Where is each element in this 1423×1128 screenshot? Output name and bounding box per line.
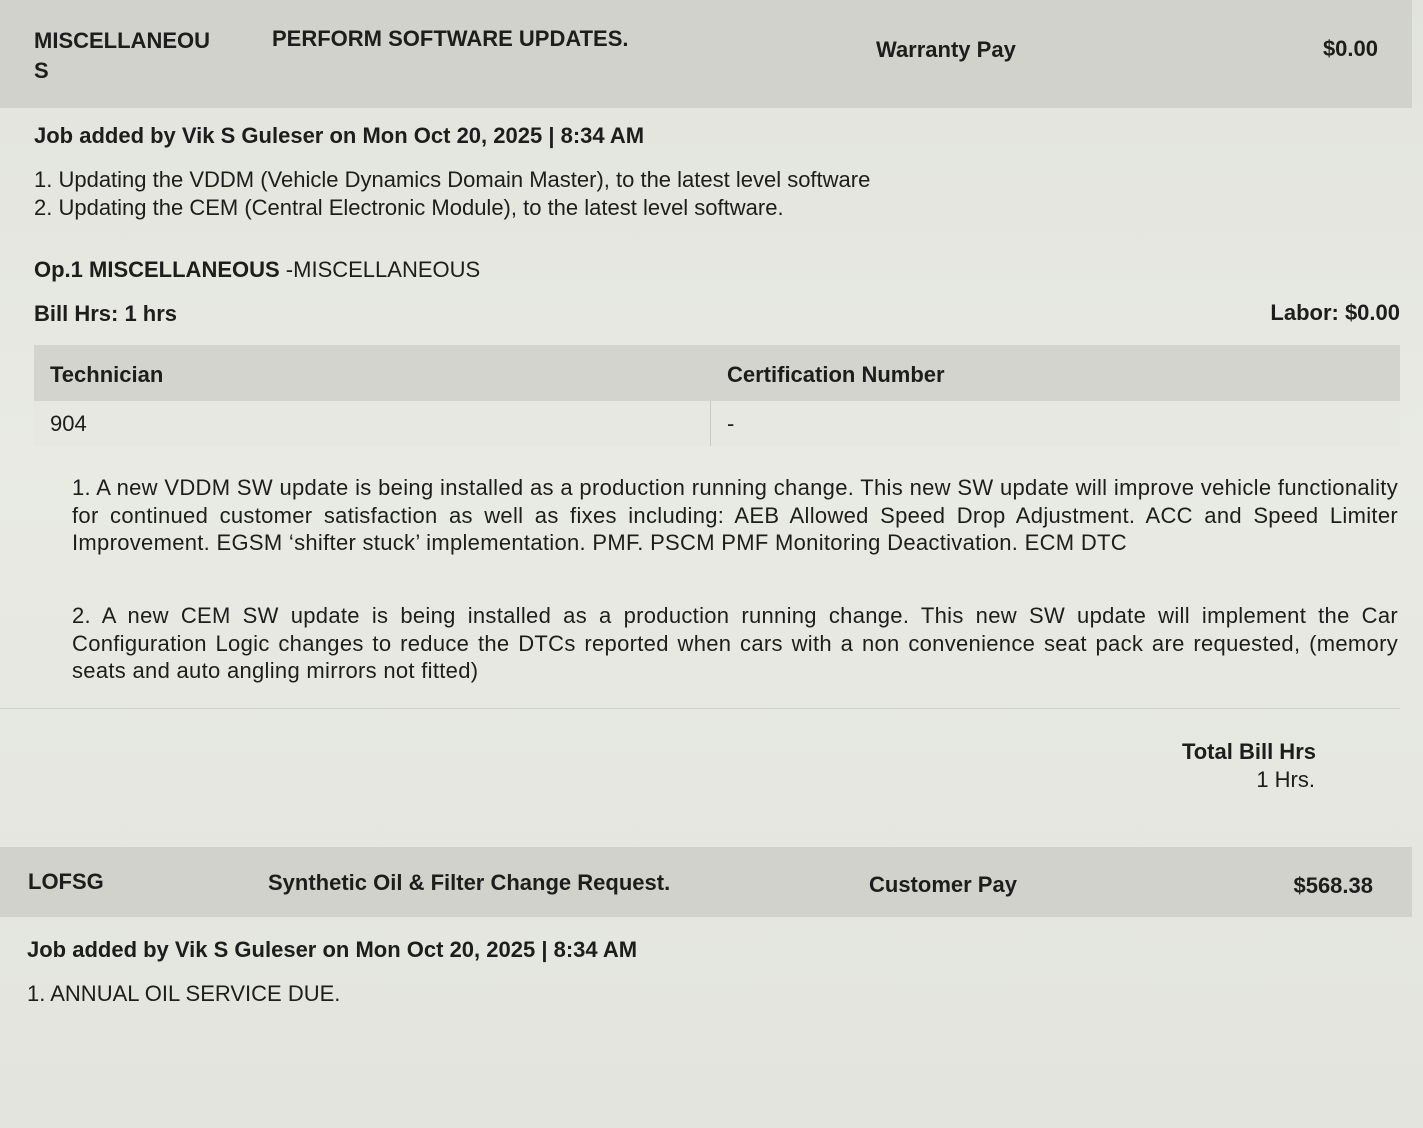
job1-description: PERFORM SOFTWARE UPDATES. xyxy=(272,26,629,51)
job2-description: Synthetic Oil & Filter Change Request. xyxy=(268,870,671,895)
job1-concern-2: 2. Updating the CEM (Central Electronic Module), to the latest level software. xyxy=(34,195,784,220)
column-divider xyxy=(710,401,711,446)
table-row xyxy=(34,401,1400,446)
operation-code: Op.1 MISCELLANEOUS xyxy=(34,257,280,282)
job2-code: LOFSG xyxy=(28,869,104,894)
job1-amount: $0.00 xyxy=(1322,36,1378,61)
job1-concern-1: 1. Updating the VDDM (Vehicle Dynamics Domain Master), to the latest level software xyxy=(34,167,871,192)
job1-note-2: 2. A new CEM SW update is being installed as a production running change. This new SW update will implement the Car Configuration Logic changes to reduce the DTCs reported when cars with a non convenience seat pack are requested, (memory seats and auto angling mirrors not fitted) xyxy=(72,603,1398,683)
job1-pay-type: Warranty Pay xyxy=(876,37,1016,62)
job2-concern-1: 1. ANNUAL OIL SERVICE DUE. xyxy=(27,981,341,1006)
technician-table-header xyxy=(34,345,1400,401)
job2-header-band xyxy=(0,847,1412,917)
technician-id: 904 xyxy=(50,411,87,436)
bill-hours: Bill Hrs: 1 hrs xyxy=(34,301,178,326)
certification-number: - xyxy=(727,411,735,436)
job1-note-1: 1. A new VDDM SW update is being installed as a production running change. This new SW update will improve vehicle functionality for continued customer satisfaction as well as fixes including: AEB Allowed Speed Drop Adjustment. ACC and Speed Limiter Improvement. EGSM ‘shifter stuck’ implementation. PMF. PSCM PMF Monitoring Deactivation. ECM DTC xyxy=(72,475,1398,555)
total-bill-hours-label: Total Bill Hrs xyxy=(1181,739,1316,764)
job2-amount: $568.38 xyxy=(1293,873,1373,898)
technician-column-header: Technician xyxy=(50,362,164,387)
job2-added-by: Job added by Vik S Guleser on Mon Oct 20, 2025 | 8:34 AM xyxy=(27,937,638,962)
technician-table xyxy=(34,345,1400,446)
certification-column-header: Certification Number xyxy=(727,362,945,387)
labor-amount: Labor: $0.00 xyxy=(1270,300,1400,325)
total-bill-hours-value: 1 Hrs. xyxy=(1256,767,1315,792)
job1-code: MISCELLANEOUS xyxy=(34,28,210,83)
job1-added-by: Job added by Vik S Guleser on Mon Oct 20, 2025 | 8:34 AM xyxy=(34,123,645,148)
job1-operation-title xyxy=(34,257,480,283)
job2-pay-type: Customer Pay xyxy=(869,872,1017,897)
operation-name: -MISCELLANEOUS xyxy=(279,257,481,282)
section-divider xyxy=(0,708,1400,709)
